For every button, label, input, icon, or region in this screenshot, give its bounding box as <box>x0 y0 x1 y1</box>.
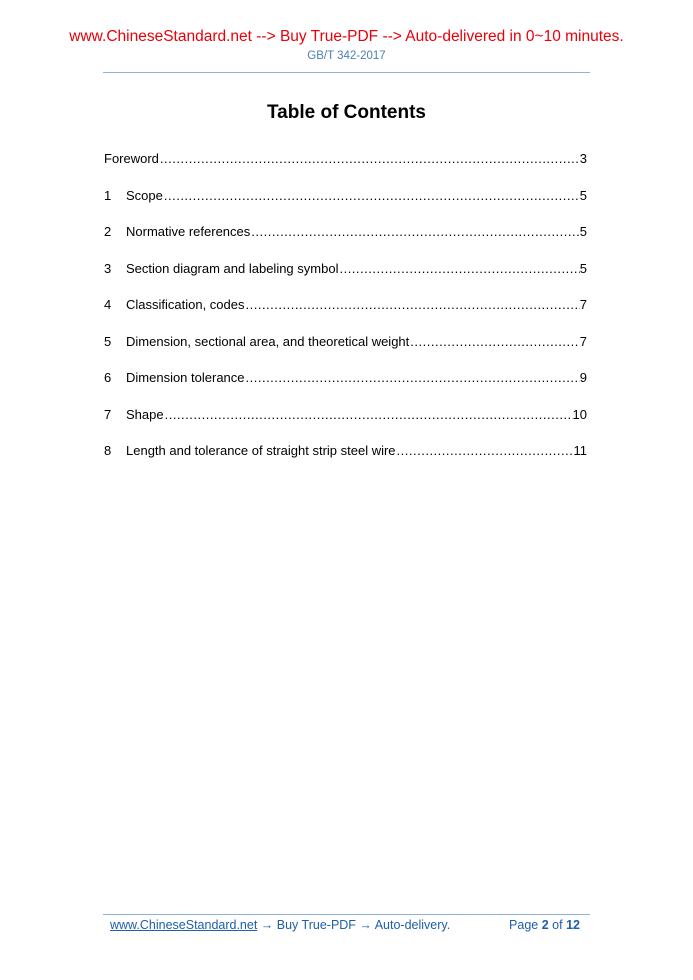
toc-entry-label: Scope <box>126 187 163 203</box>
page-indicator <box>509 918 580 932</box>
standard-code: GB/T 342-2017 <box>307 50 386 62</box>
toc-entry-dimension-tolerance[interactable] <box>104 369 587 406</box>
toc-entry-length-tolerance[interactable] <box>104 442 587 479</box>
toc-entry-page: 3 <box>579 151 587 166</box>
toc-entry-page: 7 <box>579 297 587 312</box>
toc-entry-number: 2 <box>104 224 112 239</box>
page-footer <box>110 918 580 932</box>
toc-entry-shape[interactable] <box>104 406 587 443</box>
footer-divider <box>103 914 590 915</box>
toc-entry-number: 3 <box>104 260 112 276</box>
toc-entry-number: 5 <box>104 333 112 349</box>
toc-entry-normative-references[interactable] <box>104 223 587 260</box>
page-title: Table of Contents <box>266 102 427 123</box>
promo-banner[interactable]: www.ChineseStandard.net --> Buy True-PDF --> Auto-delivered in 0~10 minutes. <box>69 28 624 45</box>
toc-entry-foreword[interactable] <box>104 150 587 187</box>
toc-dot-leader <box>409 333 579 351</box>
toc-dot-leader <box>245 369 580 387</box>
footer-tagline: → Buy True-PDF → Auto-delivery. <box>257 918 451 932</box>
toc-entry-page: 9 <box>579 370 587 385</box>
toc-entry-number: 7 <box>104 406 112 422</box>
page-total: 12 <box>566 918 580 932</box>
toc-entry-scope[interactable] <box>104 187 587 224</box>
footer-site-link[interactable]: www.ChineseStandard.net <box>110 918 258 932</box>
toc-entry-number: 1 <box>104 187 112 203</box>
toc-entry-label: Classification, codes <box>126 297 245 312</box>
toc-entry-page: 5 <box>579 187 587 203</box>
toc-entry-page: 11 <box>573 443 587 458</box>
table-of-contents <box>104 150 587 479</box>
toc-entry-label: Section diagram and labeling symbol <box>126 260 339 276</box>
toc-entry-number: 4 <box>104 297 112 312</box>
toc-entry-label: Foreword <box>104 151 159 166</box>
of-word: of <box>552 918 563 932</box>
toc-entry-section-diagram[interactable] <box>104 260 587 297</box>
toc-entry-page: 5 <box>579 260 587 276</box>
toc-entry-label: Dimension, sectional area, and theoretical weight <box>126 333 410 349</box>
toc-entry-label: Dimension tolerance <box>126 370 245 385</box>
toc-dot-leader <box>250 223 579 241</box>
toc-entry-page: 5 <box>579 224 587 239</box>
toc-entry-page: 10 <box>572 406 587 422</box>
toc-entry-label: Normative references <box>126 224 251 239</box>
toc-entry-number: 8 <box>104 443 112 458</box>
page-current: 2 <box>541 918 549 932</box>
toc-dot-leader <box>159 150 580 168</box>
toc-dot-leader <box>338 260 579 278</box>
toc-dot-leader <box>245 296 580 314</box>
toc-dot-leader <box>163 187 580 205</box>
toc-entry-label: Shape <box>126 406 164 422</box>
toc-entry-classification[interactable] <box>104 296 587 333</box>
page-word: Page <box>509 918 539 932</box>
toc-dot-leader <box>396 442 574 460</box>
toc-dot-leader <box>164 406 573 424</box>
toc-entry-dimension-weight[interactable] <box>104 333 587 370</box>
toc-entry-page: 7 <box>579 333 587 349</box>
toc-entry-label: Length and tolerance of straight strip steel wire <box>126 443 396 458</box>
toc-entry-number: 6 <box>104 370 112 385</box>
header-divider <box>103 72 590 73</box>
